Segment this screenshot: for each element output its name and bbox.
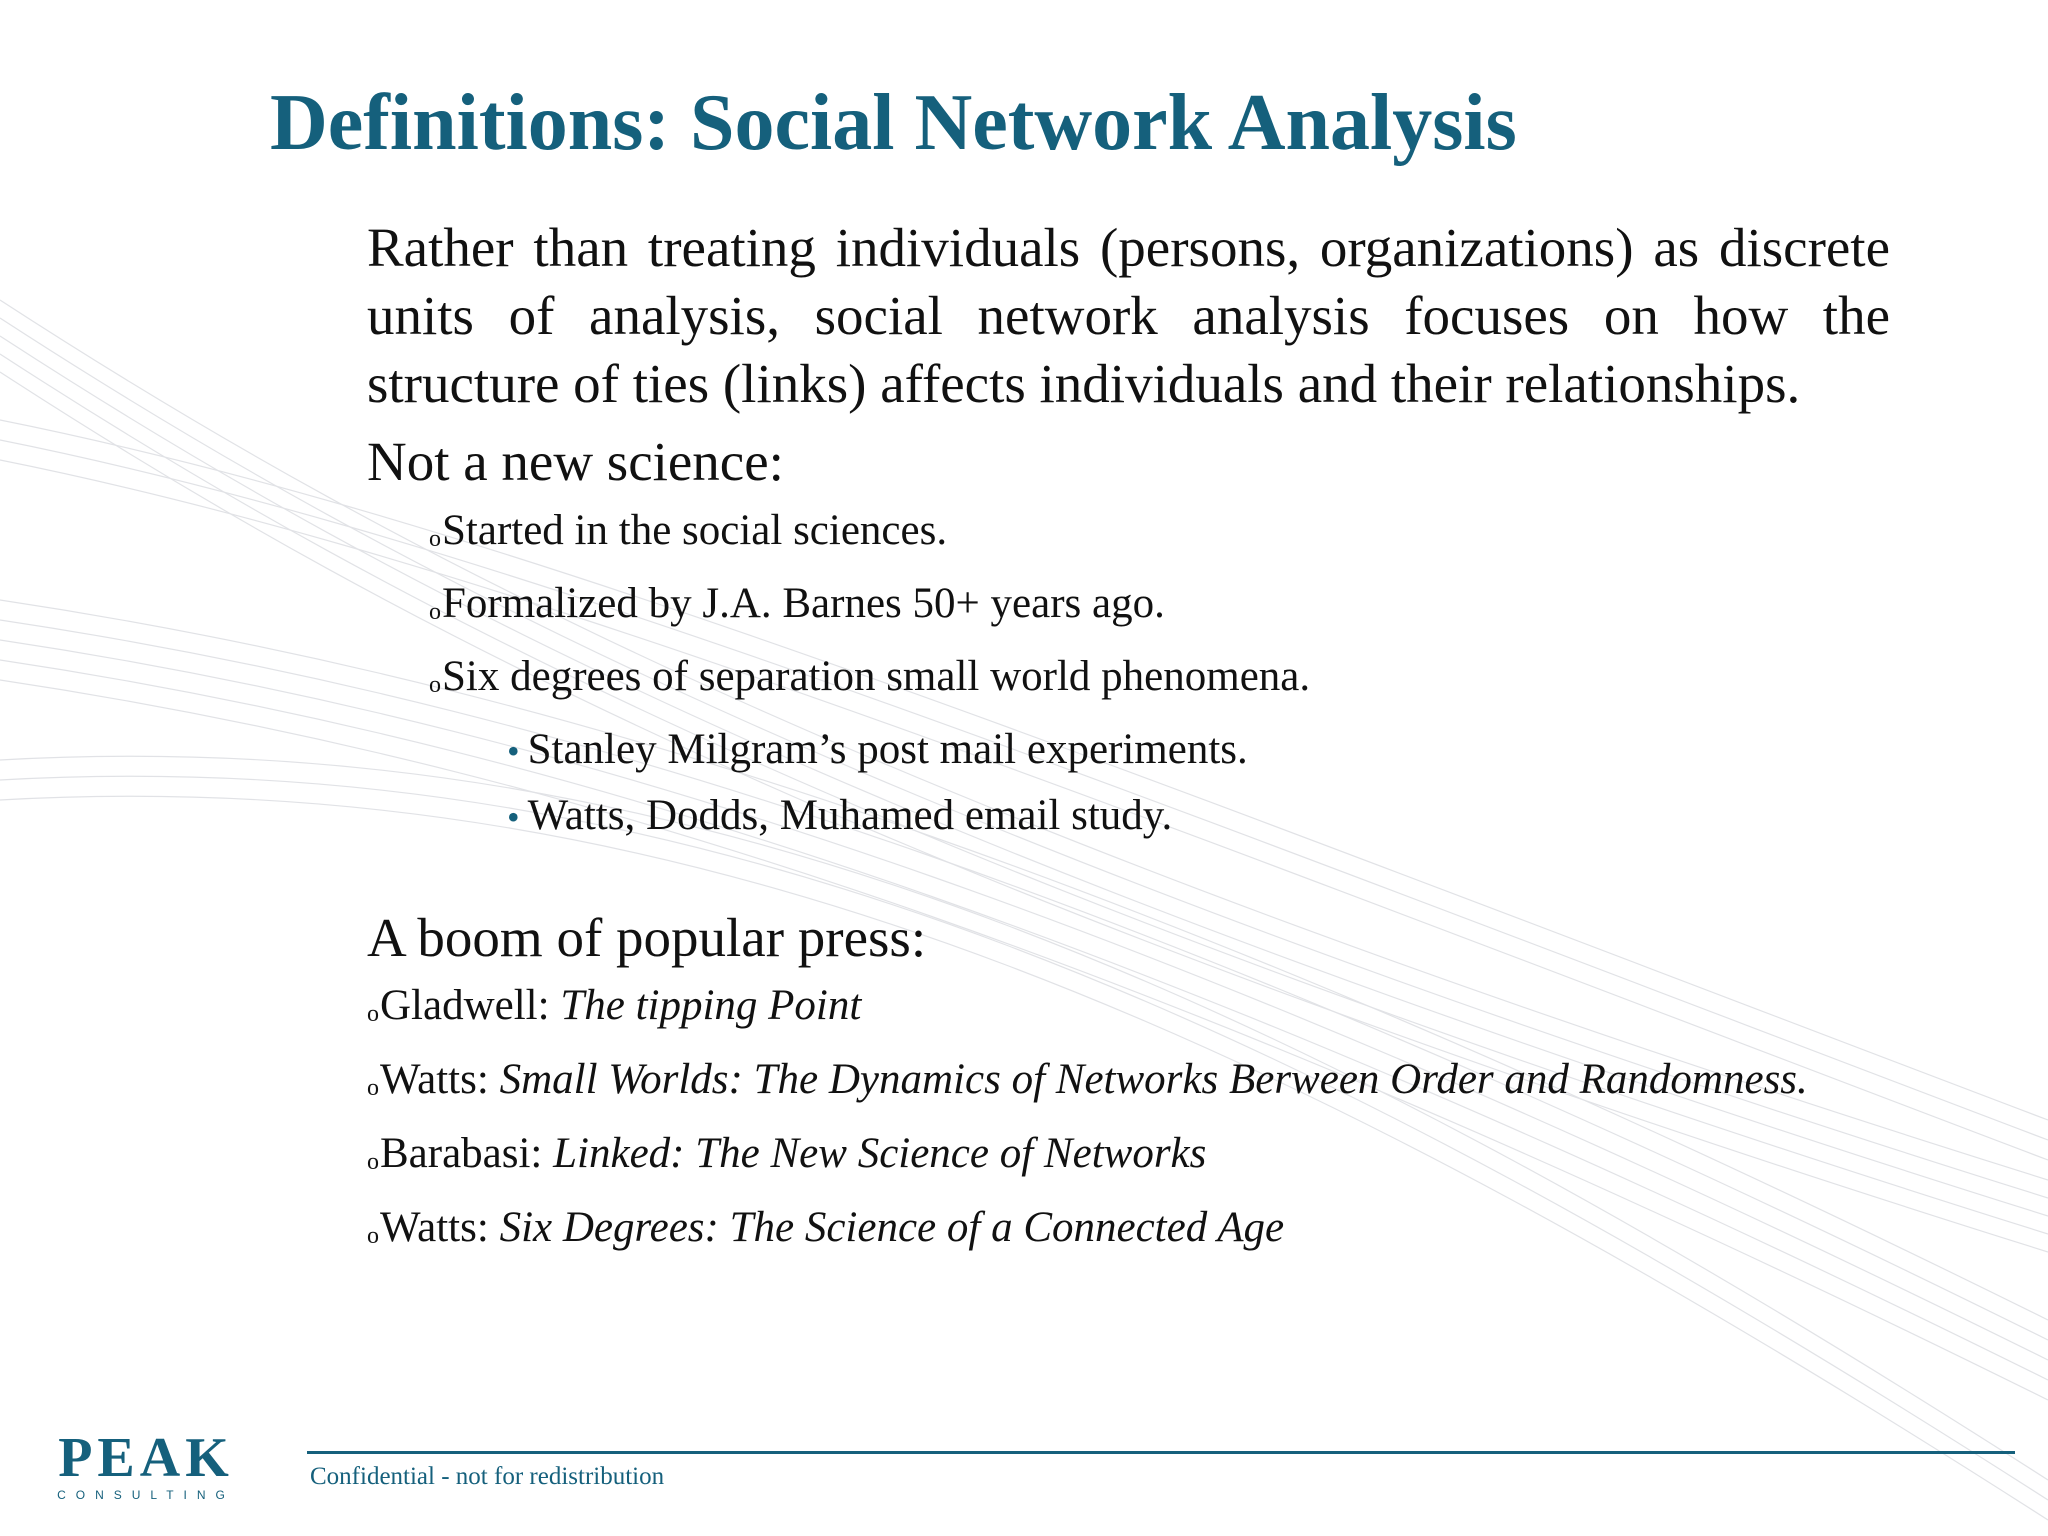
press-author: Gladwell: xyxy=(380,982,561,1029)
press-heading: A boom of popular press: xyxy=(367,907,927,968)
press-item xyxy=(367,1202,1890,1262)
confidential-notice: Confidential - not for redistribution xyxy=(310,1463,665,1490)
science-item xyxy=(429,506,1890,564)
press-work: Linked: The New Science of Networks xyxy=(553,1130,1207,1177)
press-author: Watts: xyxy=(380,1204,500,1251)
bullet-icon: o xyxy=(429,599,441,625)
science-heading: Not a new science: xyxy=(367,431,784,492)
press-author: Watts: xyxy=(380,1056,500,1103)
footer-divider xyxy=(307,1451,2015,1454)
slide-title: Definitions: Social Network Analysis xyxy=(270,79,1517,167)
bullet-icon: o xyxy=(429,672,441,698)
science-subitem xyxy=(507,725,1890,776)
logo-subtitle: CONSULTING xyxy=(57,1488,235,1502)
science-item xyxy=(429,652,1890,710)
press-item xyxy=(367,1128,1890,1188)
slide-body xyxy=(367,214,1890,1276)
science-subitem-text: Stanley Milgram’s post mail experiments. xyxy=(527,726,1248,773)
press-author: Barabasi: xyxy=(380,1130,554,1177)
science-subitem xyxy=(507,791,1890,842)
science-item-text: Formalized by J.A. Barnes 50+ years ago. xyxy=(442,580,1165,627)
bullet-icon: o xyxy=(367,1149,379,1175)
bullet-dot-icon: • xyxy=(507,797,520,837)
science-item xyxy=(429,579,1890,637)
science-item-text: Six degrees of separation small world phenomena. xyxy=(442,653,1311,700)
bullet-icon: o xyxy=(367,1001,379,1027)
bullet-icon: o xyxy=(367,1075,379,1101)
press-work: Small Worlds: The Dynamics of Networks Berween Order and Randomness. xyxy=(499,1056,1808,1103)
bullet-icon: o xyxy=(429,526,441,552)
bullet-dot-icon: • xyxy=(507,731,520,771)
science-subitem-text: Watts, Dodds, Muhamed email study. xyxy=(527,792,1173,839)
bullet-icon: o xyxy=(367,1223,379,1249)
science-item-text: Started in the social sciences. xyxy=(442,507,948,554)
logo-wordmark: PEAK xyxy=(58,1427,234,1489)
press-work: The tipping Point xyxy=(560,982,862,1029)
press-item xyxy=(367,980,1890,1040)
peak-consulting-logo xyxy=(56,1427,236,1502)
press-work: Six Degrees: The Science of a Connected Age xyxy=(499,1204,1285,1251)
press-item xyxy=(367,1054,1890,1114)
intro-paragraph: Rather than treating individuals (persons, organizations) as discrete units of analysis, social network analysis focuses on how the structure of ties (links) affects individuals and their relationships. xyxy=(367,217,1890,414)
